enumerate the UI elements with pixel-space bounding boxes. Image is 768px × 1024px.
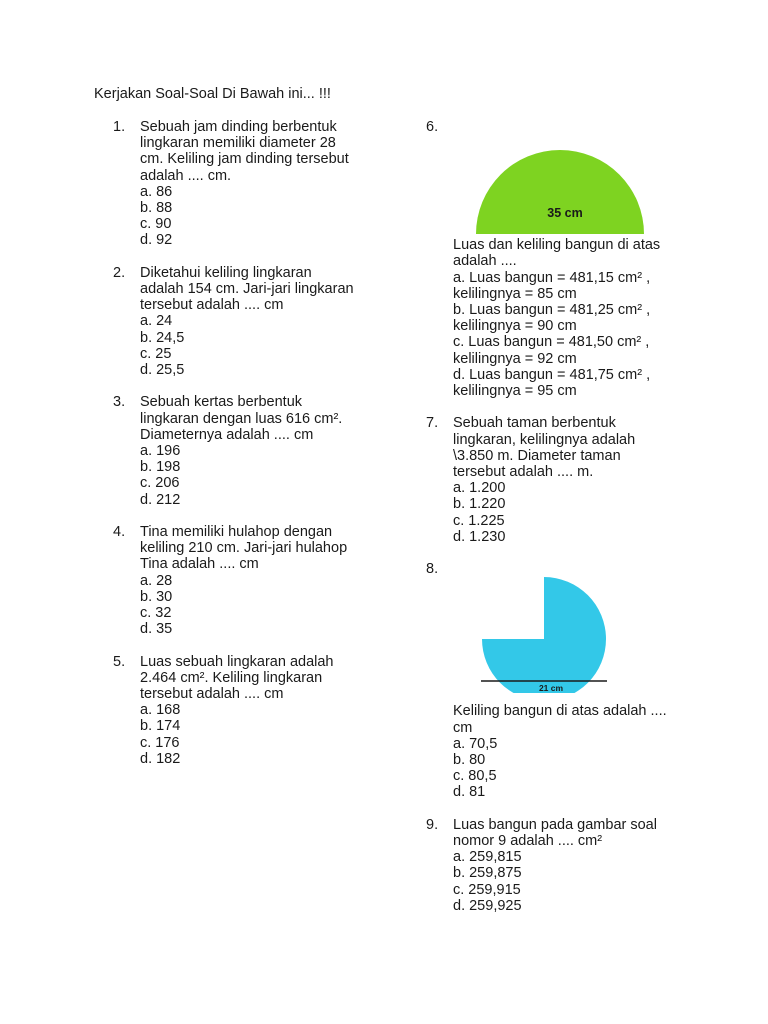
option-b: b. 1.220	[453, 496, 506, 513]
option-c: c. 32	[140, 605, 172, 622]
option-a: a. 168	[140, 702, 181, 719]
option-d: d. 1.230	[453, 528, 506, 545]
three-quarter-circle-shape	[482, 577, 606, 693]
option-d-cont: kelilingnya = 95 cm	[453, 383, 577, 400]
right-column	[426, 119, 686, 914]
question-number: 7.	[426, 415, 439, 432]
question-number: 2.	[113, 264, 126, 281]
option-d: d. 81	[453, 784, 486, 801]
question-number: 5.	[113, 653, 126, 670]
option-b: b. 88	[140, 200, 173, 217]
option-c: c. 206	[140, 475, 180, 492]
question-text: Sebuah taman berbentuk	[453, 415, 616, 432]
question-text: adalah ....	[453, 253, 517, 270]
option-a: a. 86	[140, 183, 173, 200]
question-text: Keliling bangun di atas adalah ....	[453, 703, 667, 720]
question-text: lingkaran memiliki diameter 28	[140, 135, 336, 152]
option-a: a. 28	[140, 572, 173, 589]
three-quarter-circle-figure	[479, 577, 609, 693]
question-text: Tina memiliki hulahop dengan	[140, 524, 333, 541]
question-1	[113, 119, 373, 249]
question-text: tersebut adalah .... m.	[453, 464, 594, 481]
question-3	[113, 394, 373, 507]
question-text: Luas sebuah lingkaran adalah	[140, 653, 334, 670]
option-c: c. Luas bangun = 481,50 cm² ,	[453, 334, 650, 351]
question-text: tersebut adalah .... cm	[140, 297, 284, 314]
question-text: Tina adalah .... cm	[140, 556, 259, 573]
question-7	[426, 415, 686, 545]
question-number: 4.	[113, 524, 126, 541]
semicircle-shape	[476, 150, 644, 234]
question-8	[426, 561, 686, 800]
semicircle-figure	[475, 145, 645, 235]
question-9	[426, 817, 686, 914]
dimension-label: 21 cm	[538, 683, 564, 694]
question-text: lingkaran dengan luas 616 cm².	[140, 410, 343, 427]
option-a-cont: kelilingnya = 85 cm	[453, 285, 577, 302]
page-heading: Kerjakan Soal-Soal Di Bawah ini... !!!	[94, 86, 331, 102]
option-d: d. 25,5	[140, 362, 185, 379]
question-text: nomor 9 adalah .... cm²	[453, 833, 603, 850]
question-text: lingkaran, kelilingnya adalah	[453, 431, 636, 448]
option-d: d. 92	[140, 232, 173, 249]
option-a: a. 70,5	[453, 735, 498, 752]
question-text: Sebuah jam dinding berbentuk	[140, 119, 337, 135]
option-d: d. 35	[140, 621, 173, 638]
question-5	[113, 654, 373, 767]
question-text: tersebut adalah .... cm	[140, 686, 284, 703]
question-text: cm	[453, 719, 473, 736]
option-c: c. 80,5	[453, 768, 497, 785]
question-text: keliling 210 cm. Jari-jari hulahop	[140, 540, 348, 557]
question-text: adalah 154 cm. Jari-jari lingkaran	[140, 281, 354, 298]
question-number: 9.	[426, 816, 439, 833]
semicircle-diameter-label: 35 cm	[547, 206, 583, 221]
option-a: a. 1.200	[453, 480, 506, 497]
option-b: b. 80	[453, 752, 486, 769]
option-c: c. 25	[140, 345, 172, 362]
question-text: Sebuah kertas berbentuk	[140, 394, 303, 411]
question-text: Diketahui keliling lingkaran	[140, 264, 312, 281]
question-text: \3.850 m. Diameter taman	[453, 447, 621, 464]
question-text: 2.464 cm². Keliling lingkaran	[140, 669, 323, 686]
question-number: 1.	[113, 119, 126, 135]
option-b: b. 30	[140, 588, 173, 605]
option-d: d. Luas bangun = 481,75 cm² ,	[453, 366, 651, 383]
option-d: d. 212	[140, 491, 181, 508]
option-c: c. 259,915	[453, 881, 521, 898]
option-d: d. 259,925	[453, 897, 522, 914]
question-2	[113, 265, 373, 378]
question-4	[113, 524, 373, 637]
question-number: 8.	[426, 561, 439, 578]
option-b: b. 174	[140, 718, 181, 735]
left-column	[113, 119, 373, 767]
option-a: a. 24	[140, 313, 173, 330]
question-text: Luas dan keliling bangun di atas	[453, 237, 661, 254]
option-b: b. 259,875	[453, 865, 522, 882]
option-c: c. 176	[140, 734, 180, 751]
option-a: a. 259,815	[453, 849, 522, 866]
question-number: 3.	[113, 394, 126, 411]
option-d: d. 182	[140, 750, 181, 767]
question-text: cm. Keliling jam dinding tersebut	[140, 151, 349, 168]
question-text: Luas bangun pada gambar soal	[453, 816, 657, 833]
option-a: a. 196	[140, 443, 181, 460]
question-number: 6.	[426, 119, 439, 135]
option-c: c. 1.225	[453, 512, 505, 529]
option-c-cont: kelilingnya = 92 cm	[453, 350, 577, 367]
question-text: adalah .... cm.	[140, 167, 232, 184]
question-text: Diameternya adalah .... cm	[140, 426, 314, 443]
option-b: b. 198	[140, 459, 181, 476]
option-c: c. 90	[140, 216, 172, 233]
option-b: b. Luas bangun = 481,25 cm² ,	[453, 302, 651, 319]
option-a: a. Luas bangun = 481,15 cm² ,	[453, 269, 651, 286]
option-b-cont: kelilingnya = 90 cm	[453, 318, 577, 335]
question-6	[426, 119, 686, 399]
option-b: b. 24,5	[140, 329, 185, 346]
